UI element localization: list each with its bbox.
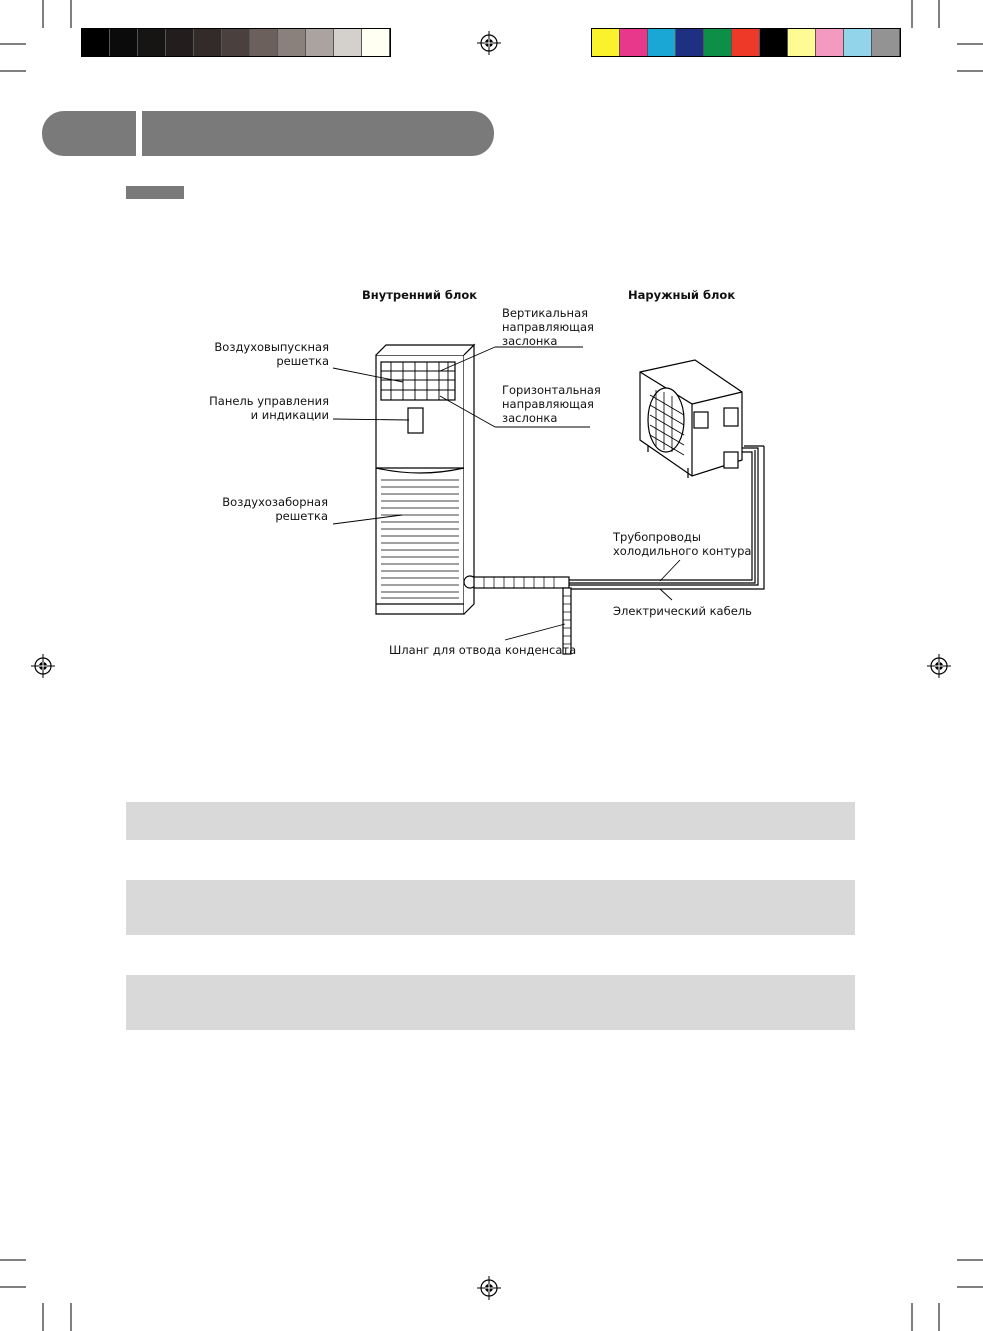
air-inlet-label: Воздухозаборная решетка bbox=[222, 495, 328, 523]
electric-cable-label: Электрический кабель bbox=[613, 604, 752, 618]
control-panel bbox=[408, 408, 423, 433]
air-outlet-label: Воздуховыпускная решетка bbox=[214, 340, 329, 368]
air-outlet-grille bbox=[381, 362, 455, 400]
drain-hose-label: Шланг для отвода конденсата bbox=[389, 643, 577, 657]
vertical-louver-label: Вертикальная направляющая заслонка bbox=[502, 306, 594, 348]
control-panel-label: Панель управления и индикации bbox=[209, 394, 329, 422]
refrigerant-pipes-label: Трубопроводы холодильного контура bbox=[613, 530, 752, 558]
outdoor-unit-title: Наружный блок bbox=[628, 288, 736, 302]
outdoor-unit bbox=[640, 360, 742, 478]
indoor-unit-title: Внутренний блок bbox=[362, 288, 478, 302]
horizontal-louver-label: Горизонтальная направляющая заслонка bbox=[502, 383, 601, 425]
